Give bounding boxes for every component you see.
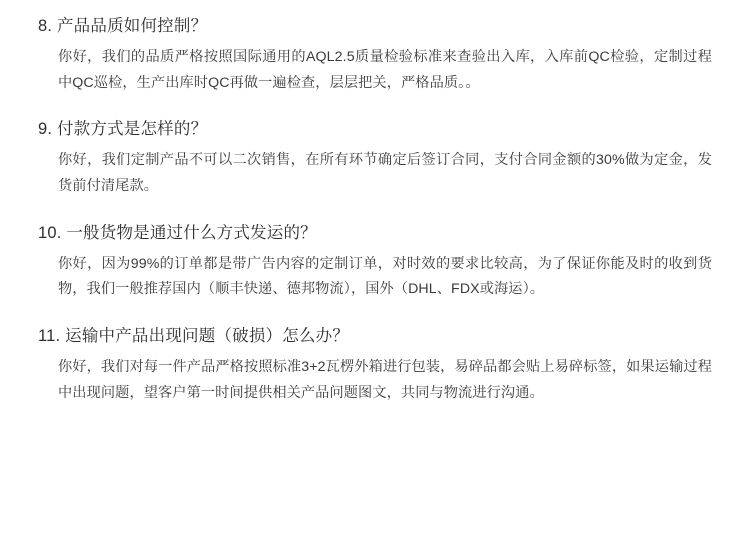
faq-number-9: 9. xyxy=(38,120,53,139)
faq-answer-11: 你好，我们对每一件产品严格按照标准3+2瓦楞外箱进行包装，易碎品都会贴上易碎标签，如果运输过程中出现问题，望客户第一时间提供相关产品问题图文，共同与物流进行沟通。 xyxy=(58,359,712,401)
faq-number-10: 10. xyxy=(38,223,62,242)
faq-question-8 xyxy=(36,14,720,39)
faq-number-8: 8. xyxy=(38,17,53,35)
faq-item-9 xyxy=(36,117,720,199)
faq-answer-10: 你好，因为99%的订单都是带广告内容的定制订单，对时效的要求比较高，为了保证你能及时的收到货物，我们一般推荐国内（顺丰快递、德邦物流），国外（DHL、FDX或海运）。 xyxy=(58,255,712,298)
faq-question-text-9: 付款方式是怎样的？ xyxy=(56,120,208,139)
faq-question-text-8: 产品品质如何控制？ xyxy=(56,17,208,35)
faq-question-9 xyxy=(36,117,720,142)
faq-question-11 xyxy=(36,324,720,349)
faq-item-8 xyxy=(36,14,720,96)
faq-answer-8: 你好，我们的品质严格按照国际通用的AQL2.5质量检验标准来查验出入库，入库前QC检验，定制过程中QC巡检，生产出库时QC再做一遍检查，层层把关，严格品质。。 xyxy=(58,48,712,91)
faq-item-11 xyxy=(36,324,720,406)
faq-answer-9: 你好，我们定制产品不可以二次销售，在所有环节确定后签订合同，支付合同金额的30%做为定金，发货前付清尾款。 xyxy=(58,152,712,195)
faq-number-11: 11. xyxy=(38,327,61,346)
faq-question-text-10: 一般货物是通过什么方式发运的？ xyxy=(66,223,317,242)
faq-question-10 xyxy=(36,221,720,246)
faq-question-text-11: 运输中产品出现问题（破损）怎么办？ xyxy=(65,327,350,346)
faq-item-10 xyxy=(36,221,720,303)
